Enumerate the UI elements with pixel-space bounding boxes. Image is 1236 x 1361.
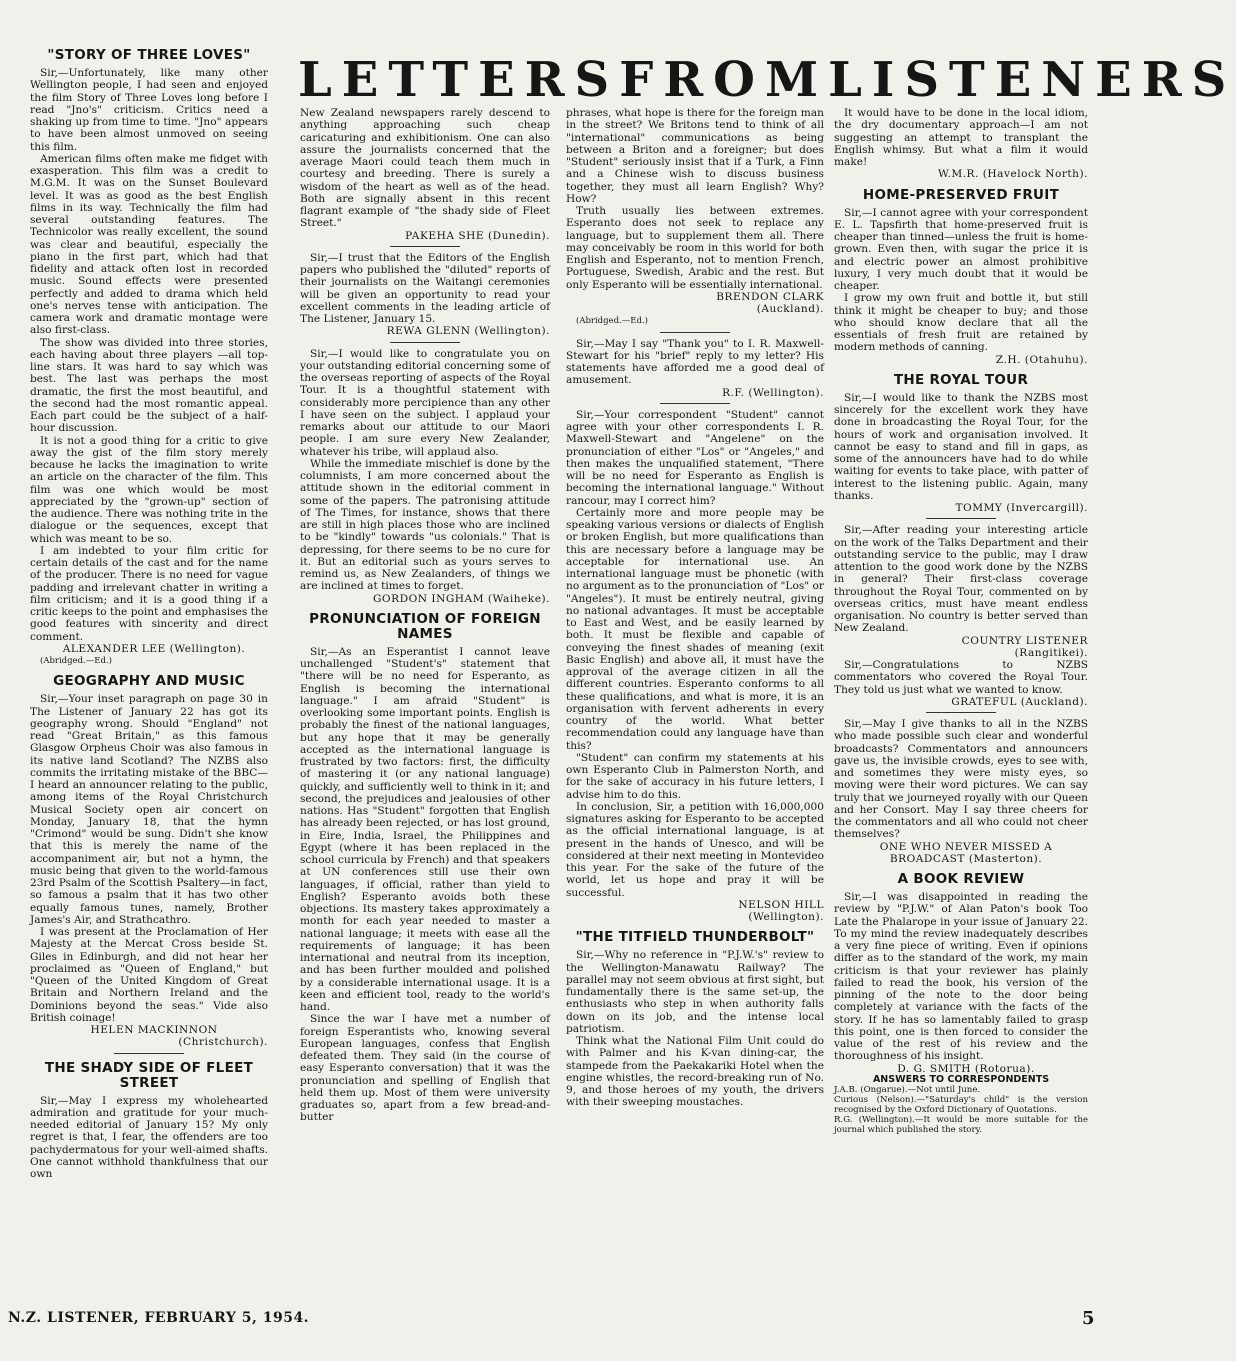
- letter-paragraph: "Student" can confirm my statements at his own Esperanto Club in Palmerston North, and for the sake of accuracy in his future letters, I advise him to do this.: [566, 751, 824, 801]
- masthead-word-1: LETTERS: [298, 52, 620, 108]
- signature: HELEN MACKINNON: [90, 1024, 218, 1036]
- signature: TOMMY (Invercargill).: [955, 502, 1088, 514]
- heading-pronunciation-of-foreign-names: PRONUNCIATION OF FOREIGN NAMES: [309, 610, 541, 642]
- signature-place: (Christchurch).: [178, 1036, 268, 1049]
- letter-paragraph: Sir,—I would like to congratulate you on your outstanding editorial concerning some of the overseas reporting of aspects of the Royal Tour. It is a thoughtful statement with considerably more percipience than any other I have seen on the subject. I applaud your remarks about our attitude to our Maori people. I am sure every New Zealander, whatever his tribe, will applaud also.: [300, 347, 550, 458]
- letter-paragraph: phrases, what hope is there for the foreign man in the street? We Britons tend to think of all "international" communications as being between a Briton and a foreigner; but does "Student" seriously insist that if a Turk, a Finn and a Chinese wish to discuss business together, they must all learn English? Why? How?: [566, 107, 824, 205]
- signature: GRATEFUL (Auckland).: [951, 695, 1088, 708]
- answers-to-correspondents: [834, 1075, 1088, 1135]
- signature: REWA GLENN (Wellington).: [386, 325, 550, 338]
- signature-place: (Auckland).: [756, 303, 824, 315]
- heading-story-of-three-loves: "STORY OF THREE LOVES": [47, 47, 251, 63]
- letter-paragraph: Sir,—Unfortunately, like many other Wellington people, I had seen and enjoyed the film Story of Three Loves long before I read "Jno's" criticism. Critics need a shaking up from time to time. "Jno" appears to have been almost unmoved on seeing this film.: [30, 67, 268, 153]
- column-3: [566, 107, 824, 1307]
- letter-paragraph: Sir,—I would like to thank the NZBS most sincerely for the excellent work they have done in broadcasting the Royal Tour, for the hours of work and organisation involved. It cannot be easy to stand and fill in gaps, as some of the announcers have had to do while waiting for events to take place, with patter of interest to the listening public. Again, many thanks.: [834, 391, 1088, 502]
- signature: Z.H. (Otahuhu).: [995, 353, 1088, 366]
- signature: R.F. (Wellington).: [722, 386, 824, 399]
- signature: W.M.R. (Havelock North).: [937, 168, 1088, 181]
- answer-item: R.G. (Wellington).—It would be more suitable for the journal which published the story.: [834, 1114, 1088, 1135]
- letter-paragraph: Sir,—Congratulations to NZBS commentators who covered the Royal Tour. They told us just what we wanted to know.: [834, 659, 1088, 696]
- editor-note: (Abridged.—Ed.): [40, 656, 112, 666]
- letter-paragraph: Sir,—I trust that the Editors of the English papers who published the "diluted" reports of their journalists on the Waitangi ceremonies will be given an opportunity to read your excellent comments in the leading article of The Listener, January 15.: [300, 251, 550, 325]
- letter-paragraph: Sir,—May I say "Thank you" to I. R. Maxwell-Stewart for his "brief" reply to my letter? His statements have afforded me a good deal of amusement.: [566, 337, 824, 387]
- divider: [926, 712, 996, 713]
- answer-item: J.A.B. (Ongarue).—Not until June.: [834, 1084, 981, 1095]
- signature: ONE WHO NEVER MISSED A: [879, 840, 1053, 853]
- signature: COUNTRY LISTENER: [961, 634, 1088, 647]
- divider: [660, 332, 730, 333]
- letter-paragraph: Sir,—After reading your interesting article on the work of the Talks Department and their outstanding service to the public, may I draw attention to the good work done by the NZBS in general? Their first-class coverage throughout the Royal Tour, commented on by overseas critics, must have meant endless organisation. No country is better served than New Zealand.: [834, 524, 1088, 635]
- letter-paragraph: The show was divided into three stories, each having about three players —all top-line stars. It was hard to say which was best. The last was perhaps the most dramatic, the first the most beautiful, and the second had the most romantic appeal. Each part could be the subject of a half-hour discussion.: [30, 336, 268, 435]
- signature: NELSON HILL: [738, 898, 824, 911]
- letter-paragraph: Truth usually lies between extremes. Esperanto does not seek to replace any language, but to supplement them all. There may conceivably be room in this world for both English and Esperanto, not to mention French, Portuguese, Swedish, Arabic and the rest. But only Esperanto will be essentially international.: [566, 205, 824, 291]
- letter-paragraph: Sir,—Why no reference in "P.J.W.'s" review to the Wellington-Manawatu Railway? The parallel may not seem obvious at first sight, but fundamentally there is the same set-up, the enthusiasts who step in when authority falls down on its job, and the intense local patriotism.: [566, 949, 824, 1035]
- column-1: [30, 48, 268, 1308]
- letter-paragraph: I was present at the Proclamation of Her Majesty at the Mercat Cross beside St. Giles in Edinburgh, and did not hear her proclaimed as "Queen of England," but "Queen of the United Kingdom of Great Britain and Northern Ireland and the Dominions beyond the seas." Vide also British coinage!: [30, 926, 268, 1024]
- letter-paragraph: Sir,—Your correspondent "Student" cannot agree with your other correspondents I. R. Maxwell-Stewart and "Angelene" on the pronunciation of either "Los" or "Angeles," and then makes the unqualified statement, "There will be no need for Esperanto as English is becoming the international language." Without rancour, may I correct him?: [566, 408, 824, 507]
- divider: [926, 518, 996, 519]
- letter-paragraph: Sir,—Your inset paragraph on page 30 in The Listener of January 22 has got its geography wrong. Should "England" not read "Great Britain," as this famous Glasgow Orpheus Choir was also famous in its native land Scotland? The NZBS also commits the irritating mistake of the BBC—I heard an announcer relating to the public, among items of the Royal Christchurch Musical Society open air concert on Monday, January 18, that the hymn "Crimond" would be sung. Didn't she know that this is merely the name of the accompaniment air, but not a hymn, the music being that given to the world-famous 23rd Psalm of the Scottish Psaltery—in fact, so famous a psalm that it has two other equally famous tunes, namely, Brother James's Air, and Strathcathro.: [30, 693, 268, 926]
- answers-heading: ANSWERS TO CORRESPONDENTS: [872, 1073, 1050, 1085]
- heading-book-review: A BOOK REVIEW: [897, 871, 1025, 887]
- letter-paragraph: I grow my own fruit and bottle it, but still think it might be cheaper to buy; and those who should know declare that all the essentials of fresh fruit are retained by modern methods of canning.: [834, 292, 1088, 354]
- letter-paragraph: Think what the National Film Unit could do with Palmer and his K-van dining-car, the stampede from the Paekakariki Hotel when the engine whistles, the record-breaking run of No. 9, and those heroes of my youth, the drivers with their sweeping moustaches.: [566, 1035, 824, 1109]
- letter-paragraph: Sir,—May I give thanks to all in the NZBS who made possible such clear and wonderful broadcasts? Commentators and announcers gave us, the invisible crowds, eyes to see with, and sometimes they were misty eyes, so moving were their word pictures. We can say truly that we journeyed royally with our Queen and her Consort. May I say three cheers for the commentators and all who could not cheer themselves?: [834, 718, 1088, 841]
- editor-note: (Abridged.—Ed.): [576, 316, 648, 327]
- divider: [390, 246, 460, 247]
- letter-paragraph: American films often make me fidget with exasperation. This film was a credit to M.G.M. It was on the Sunset Boulevard level. It was as good as the best English films in its way. Technically the film had several outstanding features. The Technicolor was really excellent, the sound was clear and beautiful, especially the piano in the first part, which had that fidelity and attack often lost in recorded music. Sound effects were presented perfectly and added to drama which held one's nerves tense with anticipation. The camera work and dramatic montage were also first-class.: [30, 152, 268, 337]
- signature-place: BROADCAST (Masterton).: [889, 852, 1043, 865]
- masthead-word-3: LISTENERS: [828, 52, 1236, 108]
- page-number: 5: [1082, 1308, 1095, 1329]
- letter-paragraph: Sir,—I cannot agree with your correspondent E. L. Tapsfirth that home-preserved fruit is cheaper than tinned—unless the fruit is home-grown. Even then, with sugar the price it is and electric power an almost prohibitive luxury, I very much doubt that it would be cheaper.: [834, 206, 1088, 292]
- divider: [660, 403, 730, 404]
- signature: PAKEHA SHE (Dunedin).: [405, 229, 550, 242]
- letter-paragraph: Certainly more and more people may be speaking various versions or dialects of English or broken English, but more qualifications than this are necessary before a language may be acceptable for international use. An international language must be phonetic (with no argument as to the pronunciation of "Los" or "Angeles"). It must be entirely neutral, giving no national advantages. It must be acceptable to East and West, and be easily learned by both. It must be flexible and capable of conveying the finest shades of meaning (exit Basic English) and above all, it must have the approval of the average citizen in all the different countries. Esperanto conforms to all these qualifications, and what is more, it is an organisation with fervent adherents in every country of the world. What better recommendation could any language have than this?: [566, 506, 824, 752]
- letter-paragraph: While the immediate mischief is done by the columnists, I am more concerned about the attitude shown in the editorial comment in some of the papers. The patronising attitude of The Times, for instance, shows that there are still in high places those who are inclined to be "kindly" towards "us colonials." That is depressing, for there seems to be no cure for it. But an editorial such as yours serves to remind us, as New Zealanders, of things we are inclined at times to forget.: [300, 457, 550, 593]
- column-4: [834, 107, 1088, 1307]
- letter-paragraph: It is not a good thing for a critic to give away the gist of the film story merely because he lacks the imagination to write an article on the character of the film. This film was one which would be most appreciated by the "grown-up" section of the audience. There was nothing trite in the dialogue or the sequences, except that which was meant to be so.: [30, 434, 268, 545]
- column-2: [300, 107, 550, 1307]
- heading-shady-side-of-fleet-street: THE SHADY SIDE OF FLEET STREET: [44, 1059, 254, 1091]
- letter-paragraph: It would have to be done in the local idiom, the dry documentary approach—I am not suggesting an attempt to transplant the English whimsy. But what a film it would make!: [834, 107, 1088, 168]
- letter-paragraph: In conclusion, Sir, a petition with 16,000,000 signatures asking for Esperanto to be accepted as the official international language, is at present in the hands of Unesco, and will be considered at their next meeting in Montevideo this year. For the sake of the future of the world, let us hope and pray it will be successful.: [566, 800, 824, 899]
- divider: [390, 342, 460, 343]
- signature: BRENDON CLARK: [716, 290, 824, 303]
- letter-paragraph: Sir,—May I express my wholehearted admiration and gratitude for your much-needed editorial of January 15? My only regret is that, I fear, the offenders are too pachydermatous for your well-aimed shafts. One cannot withhold thankfulness that our own: [30, 1094, 268, 1180]
- letter-paragraph: Sir,—I was disappointed in reading the review by "P.J.W." of Alan Paton's book Too Late the Phalarope in your issue of January 22. To my mind the review inadequately describes a very fine piece of writing. Even if opinions differ as to the standard of the work, my main criticism is that your reviewer has plainly failed to read the book, his version of the pinning of the note to the door being completely at variance with the facts of the story. If he has so lamentably failed to grasp this point, one is then forced to consider the value of the rest of his review and the thoroughness of his insight.: [834, 891, 1088, 1063]
- signature-place: (Wellington).: [748, 911, 824, 923]
- signature-place: (Rangitikei).: [1014, 646, 1088, 659]
- signature: D. G. SMITH (Rotorua).: [897, 1062, 1035, 1075]
- letter-paragraph: Since the war I have met a number of foreign Esperantists who, knowing several European languages, confess that English defeated them. They said (in the course of easy Esperanto conversation) that it was the pronunciation and spelling of English that held them up. Most of them were university graduates so, apart from a few bread-and-butter: [300, 1013, 550, 1124]
- heading-home-preserved-fruit: HOME-PRESERVED FRUIT: [862, 186, 1060, 203]
- heading-titfield-thunderbolt: "THE TITFIELD THUNDERBOLT": [575, 929, 815, 946]
- heading-royal-tour: THE ROYAL TOUR: [893, 371, 1029, 388]
- signature: GORDON INGHAM (Waiheke).: [372, 592, 550, 605]
- divider: [114, 1053, 184, 1054]
- masthead: [298, 52, 1236, 108]
- footer-publication-date: N.Z. LISTENER, FEBRUARY 5, 1954.: [8, 1310, 310, 1326]
- signature: ALEXANDER LEE (Wellington).: [62, 642, 246, 655]
- heading-geography-and-music: GEOGRAPHY AND MUSIC: [53, 673, 245, 690]
- letter-paragraph: I am indebted to your film critic for certain details of the cast and for the name of the producer. There is no need for vague padding and irrelevant chatter in writing a film criticism; and it is a good thing if a critic keeps to the point and emphasises the good features with sincerity and direct comment.: [30, 544, 268, 643]
- answer-item: Curious (Nelson).—"Saturday's child" is the version recognised by the Oxford Dictionary of Quotations.: [834, 1094, 1088, 1115]
- letter-paragraph: Sir,—As an Esperantist I cannot leave unchallenged "Student's" statement that "there will be no need for Esperanto, as English is becoming the international language." I am afraid "Student" is overlooking some important points. English is probably the finest of the national languages, but any hope that it may be generally accepted as the international language is frustrated by two factors: first, the difficulty of mastering it (or any national language) quickly, and sufficiently well to think in it; and second, the prejudices and jealousies of other nations. Has "Student" forgotten that English has already been rejected, or has lost ground, in Eire, India, Israel, the Philippines and Egypt (where it has been replaced in the school curricula by French) and that speakers at UN conferences still use their own languages, if official, rather than yield to English? Esperanto avoids both these objections. Its mastery takes approximately a month for each year needed to master a national language; it meets with ease all the requirements of language; it has been international and neutral from its inception, and has been further moulded and polished by a considerable international usage. It is a keen and efficient tool, ready to the world's hand.: [300, 645, 550, 1013]
- letter-paragraph: New Zealand newspapers rarely descend to anything approaching such cheap caricaturing and exhibitionism. One can also assure the journalists concerned that the average Maori could teach them much in courtesy and breeding. There is surely a wisdom of the heart as well as of the head. Both are signally absent in this recent flagrant example of "the shady side of Fleet Street.": [300, 107, 550, 230]
- masthead-word-2: FROM: [619, 52, 829, 108]
